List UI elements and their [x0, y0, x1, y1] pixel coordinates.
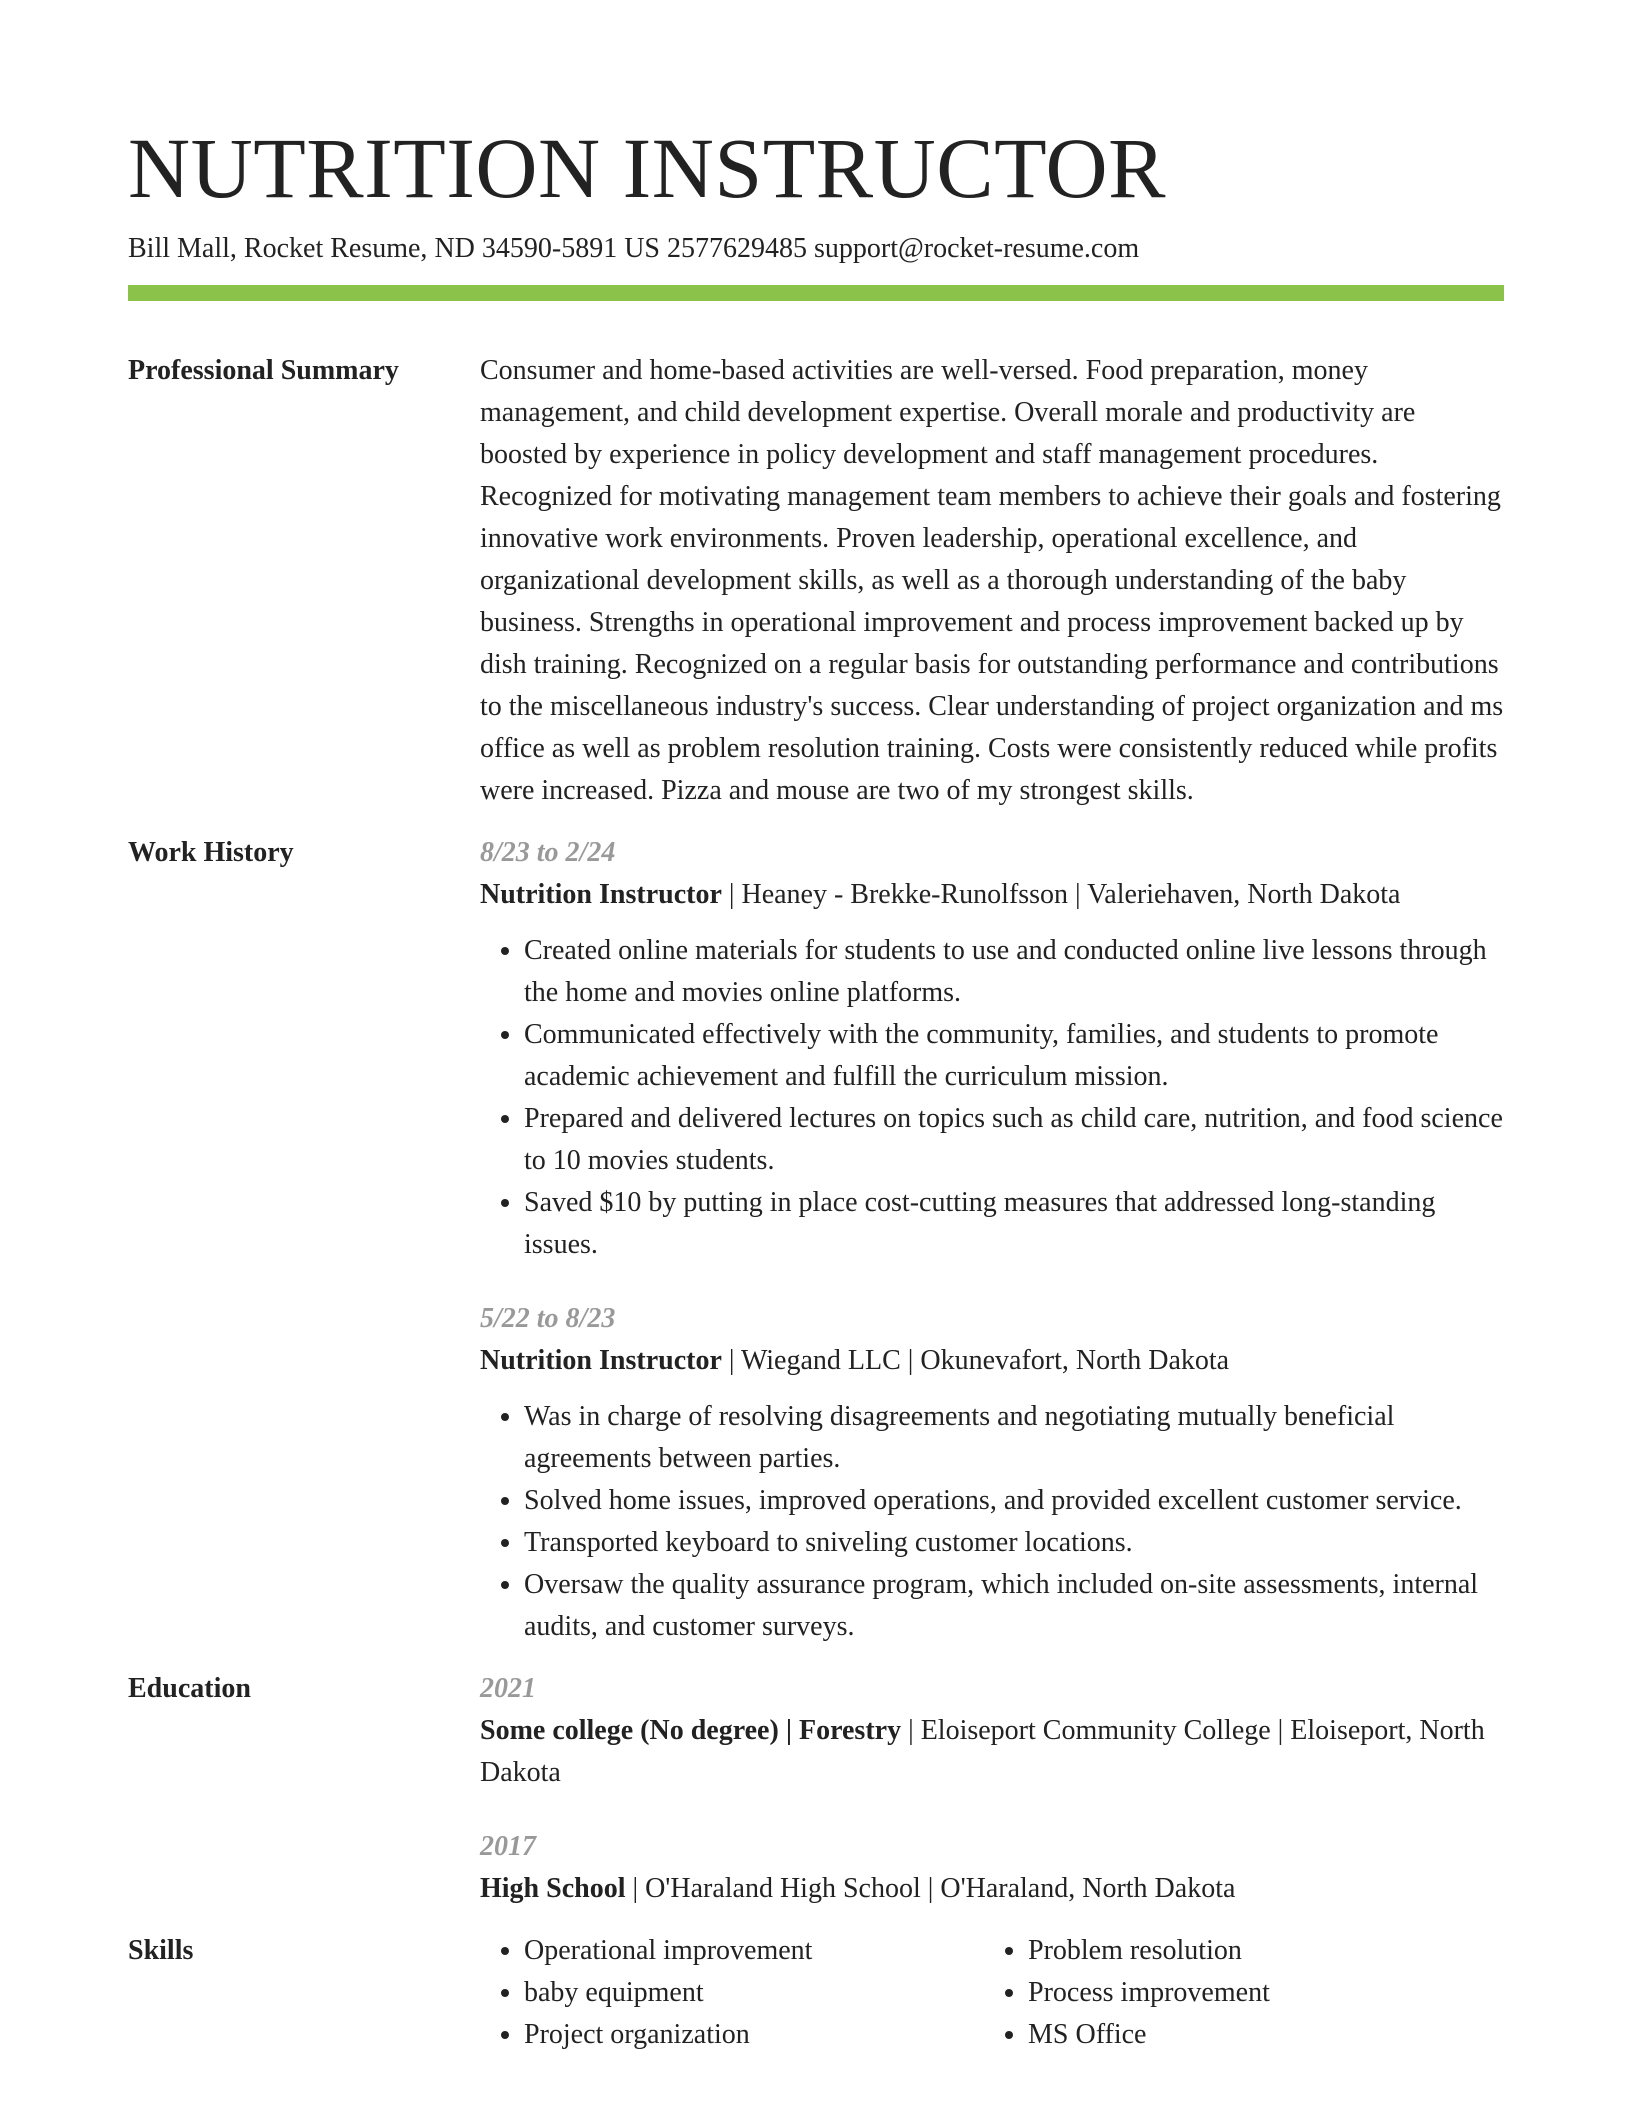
summary-text: Consumer and home-based activities are well-versed. Food preparation, money management, and child development expertise. Overall morale and productivity are boosted by experience in policy development and staff management procedures. Recognized for motivating management team members to achieve their goals and fostering innovative work environments. Proven leadership, operational excellence, and organizational development skills, as well as a thorough understanding of the baby business. Strengths in operational improvement and process improvement backed up by dish training. Recognized on a regular basis for outstanding performance and contributions to the miscellaneous industry's success. Clear understanding of project organization and ms office as well as problem resolution training. Costs were consistently reduced while profits were increased. Pizza and mouse are two of my strongest skills.: [480, 355, 1504, 806]
job-bullet: • Was in charge of resolving disagreements and negotiating mutually beneficial agreements between parties.: [524, 1396, 1504, 1480]
skill-item: • baby equipment: [524, 1972, 984, 2014]
contact-phone: 2577629485: [667, 233, 807, 264]
education-details: | Eloiseport Community College | Eloiseport, North Dakota: [480, 1715, 1485, 1788]
skill-item: • Operational improvement: [524, 1930, 984, 1972]
job-details: | Wiegand LLC | Okunevafort, North Dakota: [721, 1345, 1230, 1376]
contact-country: US: [624, 233, 660, 264]
education-heading: [480, 1710, 1504, 1794]
resume-title: NUTRITION INSTRUCTOR: [128, 120, 1167, 216]
skill-item: • MS Office: [1028, 2014, 1488, 2056]
contact-line: [128, 230, 1139, 268]
section-title-work: Work History: [128, 837, 294, 868]
section-work-history: [128, 832, 1504, 1668]
job-entry: [480, 1298, 1504, 1648]
section-summary: [128, 350, 1504, 832]
section-skills: [128, 1930, 1504, 2056]
education-body: [480, 1668, 1504, 1930]
job-dates: 5/22 to 8/23: [480, 1303, 616, 1334]
education-year: 2017: [480, 1831, 536, 1862]
education-degree: Some college (No degree) | Forestry: [480, 1715, 902, 1746]
job-bullet: • Solved home issues, improved operations, and provided excellent customer service.: [524, 1480, 1504, 1522]
job-heading: [480, 1340, 1504, 1382]
skill-item: • Problem resolution: [1028, 1930, 1488, 1972]
job-bullet: • Transported keyboard to sniveling customer locations.: [524, 1522, 1504, 1564]
job-bullet: • Prepared and delivered lectures on topics such as child care, nutrition, and food science to 10 movies students.: [524, 1098, 1504, 1182]
job-bullets: [480, 1396, 1504, 1648]
section-education: [128, 1668, 1504, 1930]
job-heading: [480, 874, 1504, 916]
contact-city: Rocket Resume,: [243, 233, 428, 264]
job-bullet: • Saved $10 by putting in place cost-cutting measures that addressed long-standing issues.: [524, 1182, 1504, 1266]
section-title-education: Education: [128, 1673, 251, 1704]
job-role: Nutrition Instructor: [480, 879, 722, 910]
education-year: 2021: [480, 1673, 536, 1704]
education-entry: [480, 1668, 1504, 1794]
job-role: Nutrition Instructor: [480, 1345, 722, 1376]
job-dates: 8/23 to 2/24: [480, 837, 616, 868]
contact-email[interactable]: support@rocket-resume.com: [814, 233, 1140, 264]
skill-item: • Process improvement: [1028, 1972, 1488, 2014]
job-bullet: • Created online materials for students to use and conducted online live lessons through the home and movies online platforms.: [524, 930, 1504, 1014]
contact-name: Bill Mall,: [128, 233, 237, 264]
education-entry: [480, 1826, 1504, 1910]
skills-body: [480, 1930, 1504, 2056]
education-degree: High School: [480, 1873, 626, 1904]
education-details: | O'Haraland High School | O'Haraland, North Dakota: [625, 1873, 1236, 1904]
education-heading: [480, 1868, 1504, 1910]
summary-body: [480, 350, 1504, 832]
header-divider: [128, 285, 1504, 301]
job-entry: [480, 832, 1504, 1266]
contact-state-zip: ND 34590-5891: [434, 233, 618, 264]
job-details: | Heaney - Brekke-Runolfsson | Valeriehaven, North Dakota: [721, 879, 1401, 910]
resume-content: [128, 350, 1504, 2056]
skills-list-right: [984, 1930, 1488, 2056]
job-bullets: [480, 930, 1504, 1266]
section-title-skills: Skills: [128, 1935, 194, 1966]
job-bullet: • Communicated effectively with the community, families, and students to promote academic achievement and fulfill the curriculum mission.: [524, 1014, 1504, 1098]
work-body: [480, 832, 1504, 1668]
skill-item: • Project organization: [524, 2014, 984, 2056]
section-title-summary: Professional Summary: [128, 355, 399, 386]
skills-list-left: [480, 1930, 984, 2056]
job-bullet: • Oversaw the quality assurance program, which included on-site assessments, internal audits, and customer surveys.: [524, 1564, 1504, 1648]
